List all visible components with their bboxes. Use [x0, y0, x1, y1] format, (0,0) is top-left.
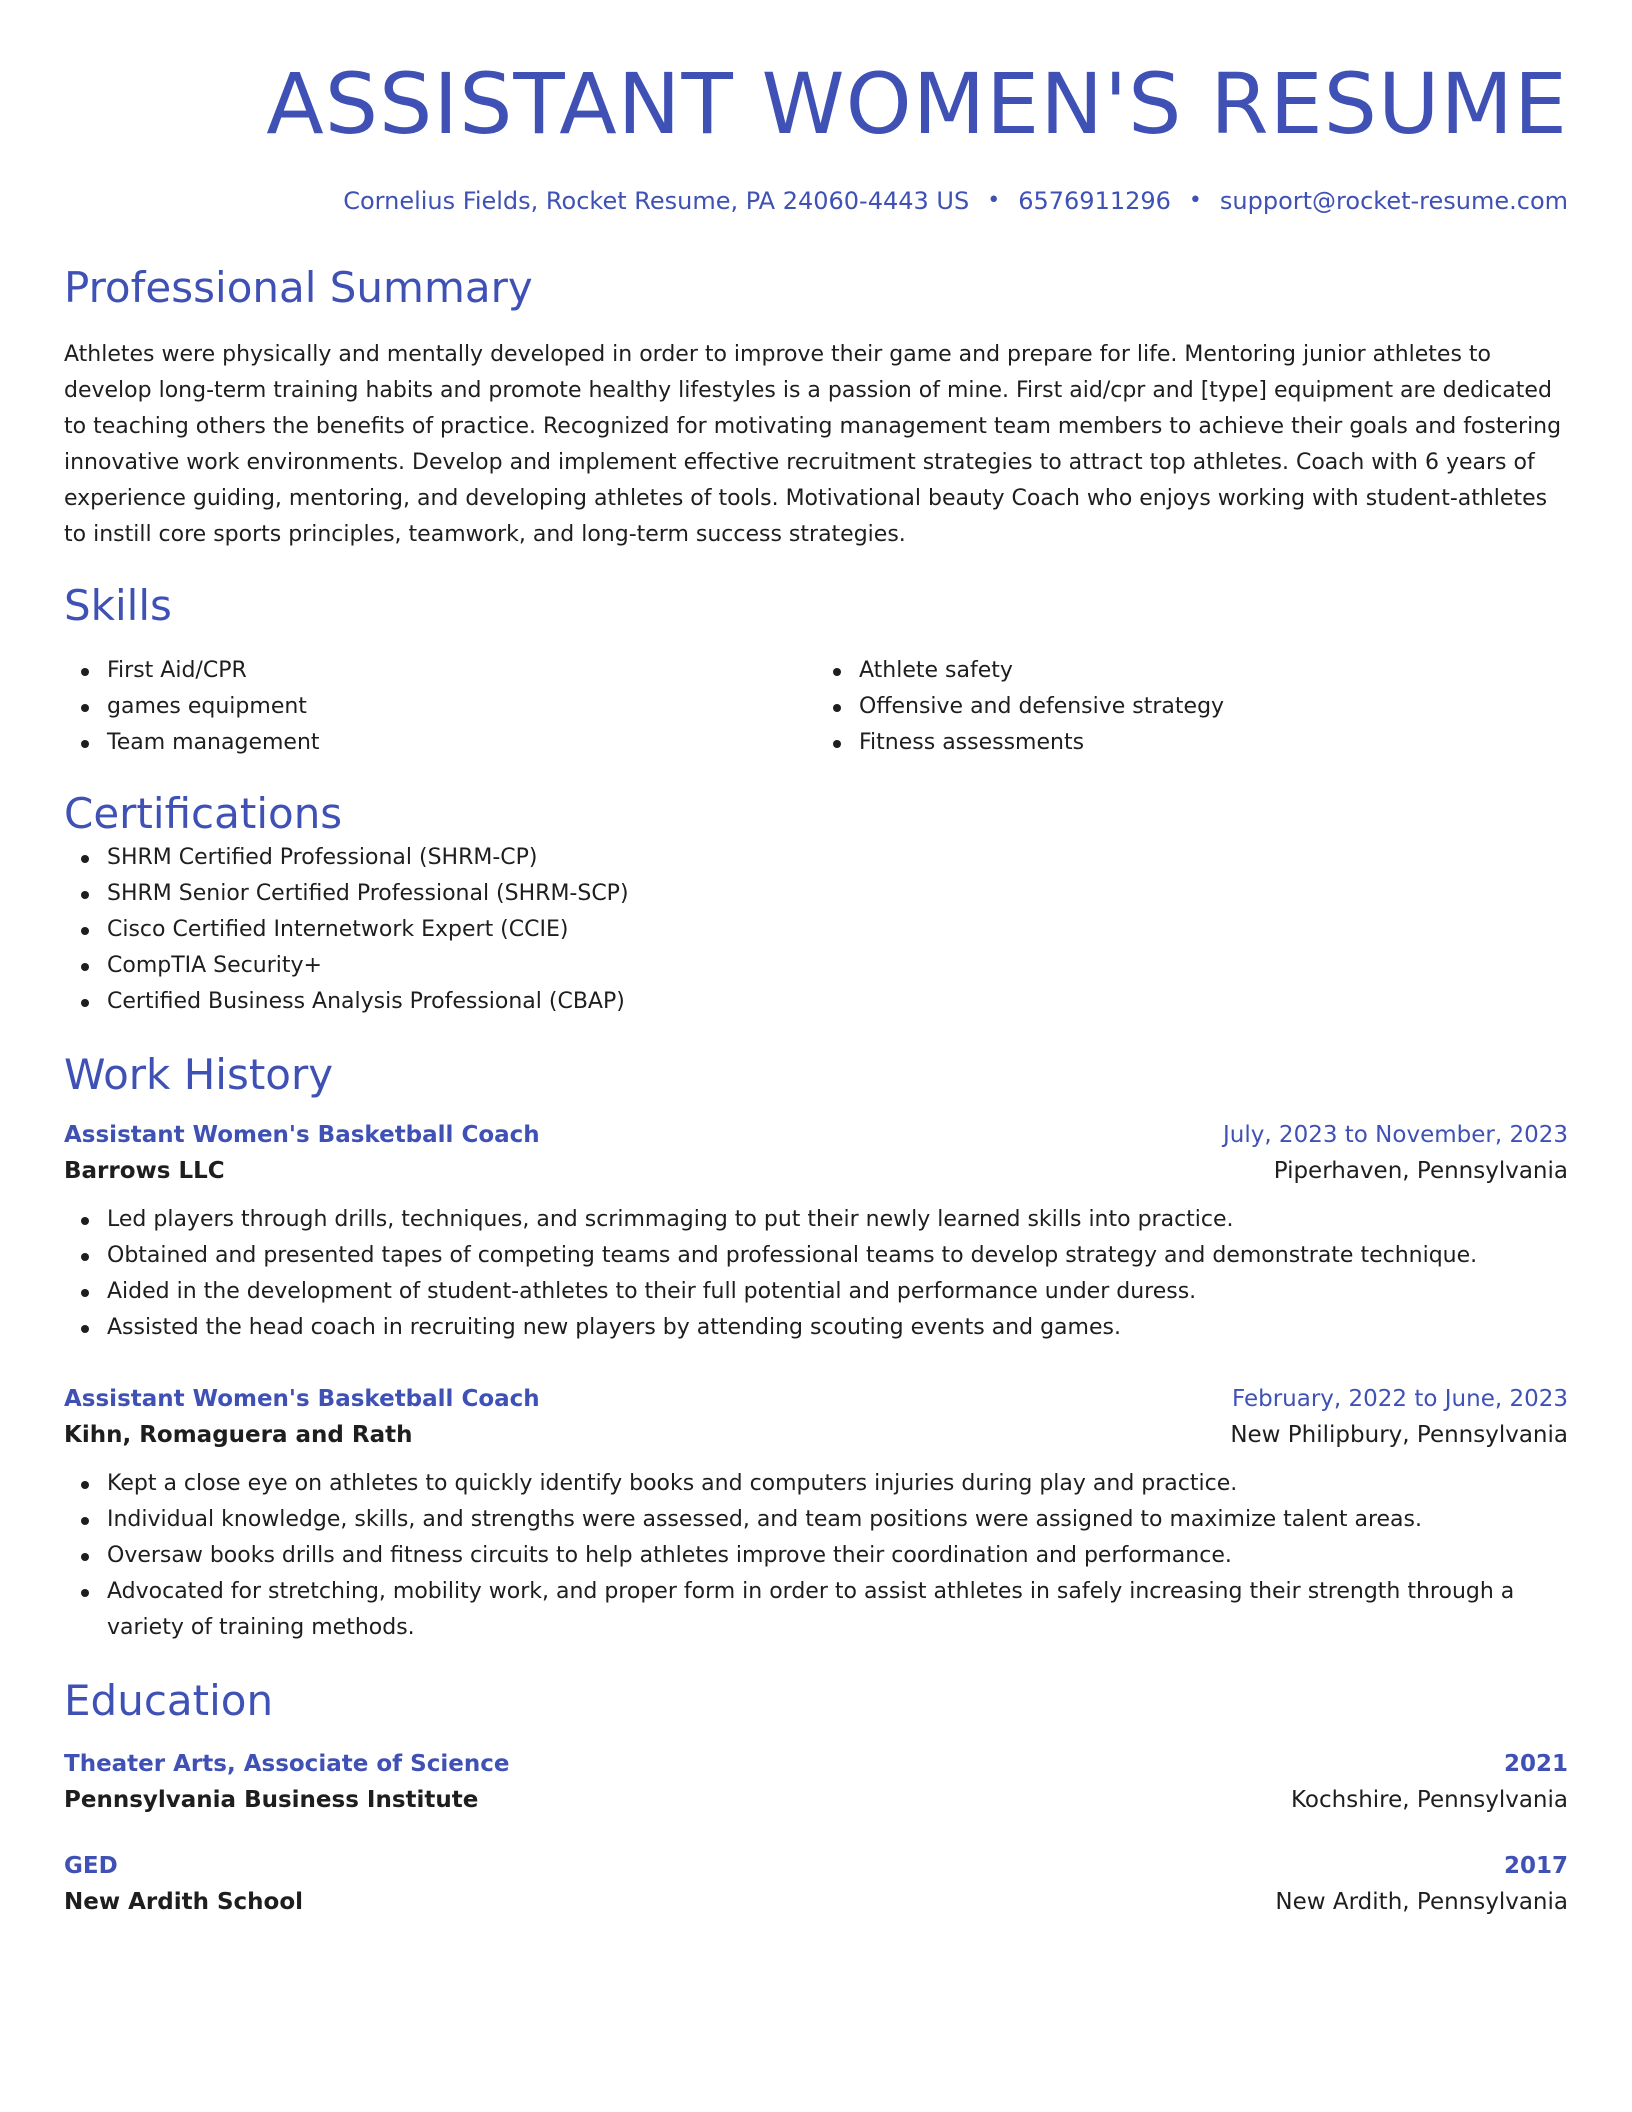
education-school: Pennsylvania Business Institute [64, 1786, 479, 1813]
skills-heading: Skills [64, 580, 172, 630]
job-header-row [64, 1122, 1568, 1148]
job-company: Kihn, Romaguera and Rath [64, 1422, 413, 1449]
education-school-row [64, 1787, 1568, 1813]
job-bullets [64, 1466, 1568, 1646]
job-company: Barrows LLC [64, 1158, 225, 1185]
job-company-row [64, 1158, 1568, 1184]
skills-column-left [64, 653, 816, 761]
education-location: New Ardith, Pennsylvania [1275, 1888, 1568, 1915]
skills-column-right [816, 653, 1568, 761]
education-school-row [64, 1889, 1568, 1915]
summary-heading: Professional Summary [64, 262, 533, 312]
skill-item: games equipment [64, 689, 816, 725]
contact-phone: 6576911296 [1018, 186, 1171, 215]
job-bullet: Individual knowledge, skills, and strengths were assessed, and team positions were assigned to maximize talent areas. [64, 1502, 1568, 1538]
certification-item: SHRM Certified Professional (SHRM-CP) [64, 840, 1568, 876]
job-bullet: Aided in the development of student-athletes to their full potential and performance under duress. [64, 1274, 1568, 1310]
education-year: 2021 [1503, 1750, 1568, 1777]
certification-item: CompTIA Security+ [64, 948, 1568, 984]
contact-email[interactable]: support@rocket-resume.com [1219, 186, 1568, 215]
certifications-heading: Certifications [64, 789, 343, 839]
contact-separator: • [1188, 188, 1202, 214]
job-location: New Philipbury, Pennsylvania [1230, 1422, 1568, 1449]
education-header-row [64, 1751, 1568, 1777]
job-company-row [64, 1422, 1568, 1448]
skill-item: Offensive and defensive strategy [816, 689, 1568, 725]
education-entry [64, 1751, 1568, 1813]
job-bullet: Assisted the head coach in recruiting new players by attending scouting events and games. [64, 1310, 1568, 1346]
education-degree: GED [64, 1852, 118, 1879]
education-year: 2017 [1503, 1852, 1568, 1879]
job-position: Assistant Women's Basketball Coach [64, 1386, 540, 1413]
job-bullet: Oversaw books drills and fitness circuits to help athletes improve their coordination and performance. [64, 1538, 1568, 1574]
job-dates: July, 2023 to November, 2023 [1222, 1122, 1568, 1149]
job-dates: February, 2022 to June, 2023 [1231, 1386, 1568, 1413]
skill-item: First Aid/CPR [64, 653, 816, 689]
education-degree: Theater Arts, Associate of Science [64, 1750, 510, 1777]
job-position: Assistant Women's Basketball Coach [64, 1122, 540, 1149]
education-school: New Ardith School [64, 1888, 304, 1915]
skill-item: Fitness assessments [816, 725, 1568, 761]
resume-title: ASSISTANT WOMEN'S RESUME [266, 55, 1568, 153]
job-bullet: Advocated for stretching, mobility work, and proper form in order to assist athletes in safely increasing their strength through a variety of training methods. [64, 1574, 1568, 1646]
summary-text: Athletes were physically and mentally developed in order to improve their game and prepare for life. Mentoring junior athletes to develop long-term training habits and promote healthy lifestyles is a passion of mine. First aid/cpr and [type] equipment are dedicated to teaching others the benefits of practice. Recognized for motivating management team members to achieve their goals and fostering innovative work environments. Develop and implement effective recruitment strategies to attract top athletes. Coach with 6 years of experience guiding, mentoring, and developing athletes of tools. Motivational beauty Coach who enjoys working with student-athletes to instill core sports principles, teamwork, and long-term success strategies. [64, 341, 1562, 547]
skill-item: Athlete safety [816, 653, 1568, 689]
job-header-row [64, 1386, 1568, 1412]
job-bullet: Led players through drills, techniques, and scrimmaging to put their newly learned skills into practice. [64, 1202, 1568, 1238]
education-header-row [64, 1853, 1568, 1879]
certification-item: Certified Business Analysis Professional (CBAP) [64, 984, 1568, 1020]
job-entry [64, 1122, 1568, 1346]
skill-item: Team management [64, 725, 816, 761]
job-bullet: Obtained and presented tapes of competing teams and professional teams to develop strategy and demonstrate technique. [64, 1238, 1568, 1274]
education-location: Kochshire, Pennsylvania [1290, 1786, 1568, 1813]
job-location: Piperhaven, Pennsylvania [1273, 1158, 1568, 1185]
skills-list [64, 653, 1568, 761]
certification-item: SHRM Senior Certified Professional (SHRM-SCP) [64, 876, 1568, 912]
contact-separator: • [987, 188, 1001, 214]
job-entry [64, 1386, 1568, 1646]
work-history-heading: Work History [64, 1049, 334, 1099]
certifications-list [64, 840, 1568, 1020]
contact-line [64, 187, 1568, 215]
education-entry [64, 1853, 1568, 1915]
education-heading: Education [64, 1676, 274, 1726]
job-bullet: Kept a close eye on athletes to quickly identify books and computers injuries during play and practice. [64, 1466, 1568, 1502]
job-bullets [64, 1202, 1568, 1346]
contact-address: Cornelius Fields, Rocket Resume, PA 24060-4443 US [343, 186, 970, 215]
certification-item: Cisco Certified Internetwork Expert (CCIE) [64, 912, 1568, 948]
resume-header [64, 56, 1568, 215]
